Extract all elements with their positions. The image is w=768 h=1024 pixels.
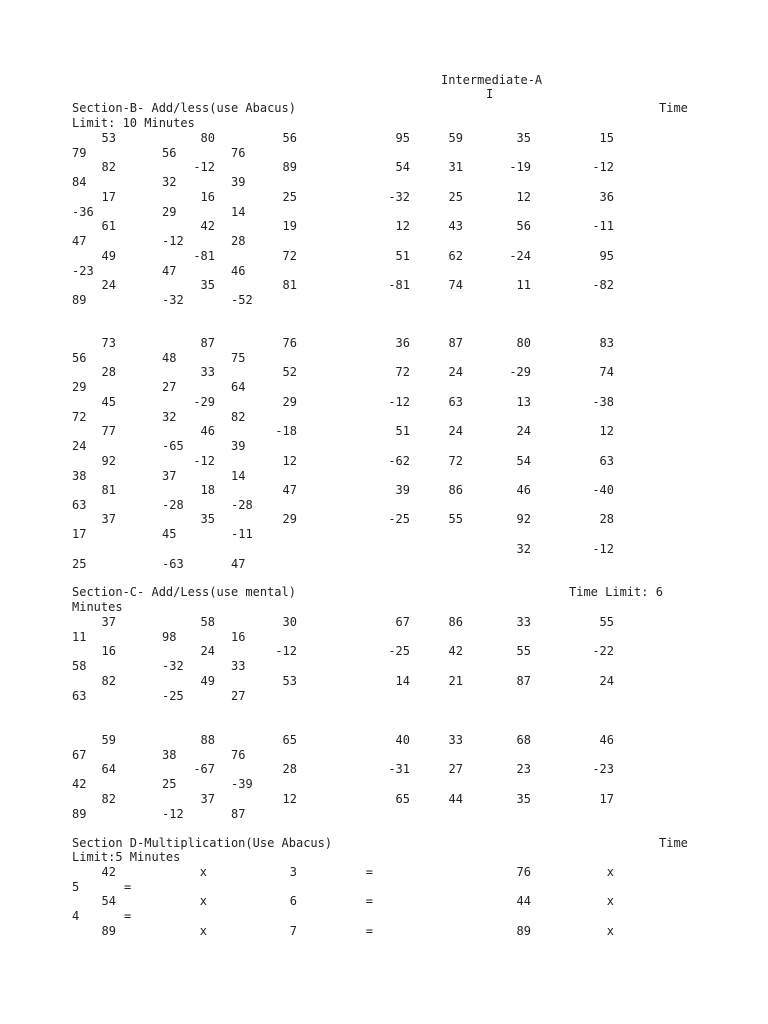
problem-number: -12	[275, 644, 297, 659]
problem-number: 72	[448, 453, 463, 468]
problem-number: 45	[101, 394, 116, 409]
problem-number: -12	[162, 806, 184, 821]
problem-number: -32	[388, 189, 410, 204]
problem-number: 68	[516, 733, 531, 747]
problem-number: 14	[231, 468, 246, 483]
problem-number: -12	[193, 160, 215, 175]
problem-number: -52	[231, 293, 253, 307]
problem-number: -32	[162, 659, 184, 674]
section-b-time-limit: Limit: 10 Minutes	[72, 116, 195, 130]
problem-number: 95	[599, 248, 614, 263]
problem-number: 29	[282, 512, 297, 527]
problem-number: 25	[72, 556, 87, 571]
problem-number: 37	[200, 791, 215, 806]
problem-number: 82	[231, 409, 246, 424]
section-b-time-label: Time	[659, 101, 688, 115]
problem-number: 42	[448, 644, 463, 659]
problem-number: 72	[395, 365, 410, 380]
times-sign: x	[199, 923, 207, 938]
problem-number: 12	[395, 219, 410, 234]
problem-number: 63	[72, 498, 87, 512]
problem-number: 39	[231, 175, 246, 190]
problem-number: 81	[101, 483, 116, 497]
problem-number: -19	[509, 160, 531, 175]
problem-number: -28	[162, 498, 184, 512]
section-c-time-limit: Minutes	[72, 600, 123, 614]
problem-number: 24	[72, 439, 87, 454]
multiplier: 4	[72, 909, 80, 924]
problem-number: 37	[101, 615, 116, 629]
problem-number: -23	[72, 263, 94, 278]
problem-number: 39	[231, 439, 246, 454]
problem-number: -82	[592, 278, 614, 292]
problem-number: 62	[448, 248, 463, 263]
equals-sign: =	[365, 865, 373, 879]
problem-number: -24	[509, 248, 531, 263]
problem-number: 24	[101, 278, 116, 292]
problem-number: 64	[231, 380, 246, 395]
multiplicand: 89	[516, 923, 531, 938]
problem-number: 42	[72, 777, 87, 792]
problem-number: 72	[72, 409, 87, 424]
section-b-heading: Section-B- Add/less(use Abacus)	[72, 101, 296, 115]
problem-number: 33	[200, 365, 215, 380]
problem-number: -67	[193, 762, 215, 777]
problem-number: 32	[162, 409, 177, 424]
problem-number: 40	[395, 733, 410, 747]
problem-number: 24	[448, 424, 463, 439]
problem-number: 63	[599, 453, 614, 468]
problem-number: 25	[282, 189, 297, 204]
problem-number: 17	[72, 527, 87, 542]
problem-number: 86	[448, 483, 463, 497]
problem-number: 80	[200, 131, 215, 145]
problem-number: 28	[101, 365, 116, 380]
problem-number: 32	[162, 175, 177, 190]
problem-number: 53	[101, 131, 116, 145]
problem-number: 27	[231, 688, 246, 703]
problem-number: 33	[231, 659, 246, 674]
problem-number: 59	[101, 733, 116, 747]
problem-number: 12	[599, 424, 614, 439]
problem-number: 27	[162, 380, 177, 395]
problem-number: 55	[448, 512, 463, 527]
problem-number: 74	[448, 278, 463, 292]
problem-number: 65	[395, 791, 410, 806]
problem-number: 39	[395, 483, 410, 497]
problem-number: 44	[448, 791, 463, 806]
problem-number: 24	[448, 365, 463, 380]
problem-number: 87	[231, 806, 246, 821]
times-sign: x	[606, 923, 614, 938]
problem-number: 51	[395, 248, 410, 263]
problem-number: 14	[395, 673, 410, 688]
problem-number: 15	[599, 131, 614, 145]
problem-number: 46	[599, 733, 614, 747]
problem-number: 54	[395, 160, 410, 175]
times-sign: x	[606, 894, 614, 909]
problem-number: 23	[516, 762, 531, 777]
problem-number: 13	[516, 394, 531, 409]
problem-number: 46	[516, 483, 531, 497]
problem-number: 11	[72, 630, 87, 644]
problem-number: 55	[516, 644, 531, 659]
problem-number: 35	[516, 791, 531, 806]
problem-number: -28	[231, 498, 253, 512]
problem-number: 37	[101, 512, 116, 527]
problem-number: 56	[282, 131, 297, 145]
problem-number: 75	[231, 351, 246, 365]
problem-number: 87	[516, 673, 531, 688]
problem-number: 36	[395, 336, 410, 350]
problem-number: -62	[388, 453, 410, 468]
problem-number: 54	[516, 453, 531, 468]
problem-number: 24	[516, 424, 531, 439]
section-c-heading: Section-C- Add/Less(use mental)	[72, 585, 296, 599]
problem-number: 58	[72, 659, 87, 674]
problem-number: 51	[395, 424, 410, 439]
problem-number: 74	[599, 365, 614, 380]
problem-number: 12	[282, 791, 297, 806]
problem-number: 58	[200, 615, 215, 629]
multiplier: 7	[289, 923, 297, 938]
problem-number: 28	[599, 512, 614, 527]
problem-number: 19	[282, 219, 297, 234]
problem-number: 77	[101, 424, 116, 439]
section-d-heading: Section D-Multiplication(Use Abacus)	[72, 836, 333, 850]
problem-number: 29	[162, 204, 177, 219]
equals-sign: =	[124, 880, 132, 894]
equals-sign: =	[365, 923, 373, 938]
problem-number: 59	[448, 131, 463, 145]
problem-number: 16	[231, 630, 246, 644]
problem-number: 17	[101, 189, 116, 204]
problem-number: -39	[231, 777, 253, 792]
problem-number: 72	[282, 248, 297, 263]
problem-number: -36	[72, 204, 94, 219]
problem-number: 84	[72, 175, 87, 190]
problem-number: -23	[592, 762, 614, 777]
problem-number: 81	[282, 278, 297, 292]
problem-number: 35	[200, 278, 215, 292]
problem-number: 87	[448, 336, 463, 350]
problem-number: 29	[72, 380, 87, 395]
problem-number: 65	[282, 733, 297, 747]
page-title: Intermediate-A	[441, 73, 543, 87]
multiplier: 6	[289, 894, 297, 909]
problem-number: 67	[395, 615, 410, 629]
problem-number: 83	[599, 336, 614, 350]
problem-number: 86	[448, 615, 463, 629]
problem-number: 33	[516, 615, 531, 629]
problem-number: -18	[275, 424, 297, 439]
problem-number: 35	[200, 512, 215, 527]
section-c-time-label: Time Limit: 6	[569, 585, 663, 599]
problem-number: 89	[72, 293, 87, 307]
problem-number: -12	[592, 541, 614, 556]
problem-number: -81	[193, 248, 215, 263]
problem-number: 47	[162, 263, 177, 278]
problem-number: 47	[72, 234, 87, 249]
problem-number: 63	[72, 688, 87, 703]
problem-number: 92	[516, 512, 531, 527]
problem-number: 16	[200, 189, 215, 204]
problem-number: 73	[101, 336, 116, 350]
problem-number: -25	[388, 512, 410, 527]
problem-number: 76	[282, 336, 297, 350]
times-sign: x	[606, 865, 614, 879]
problem-number: 55	[599, 615, 614, 629]
problem-number: -31	[388, 762, 410, 777]
problem-number: 24	[599, 673, 614, 688]
problem-number: -25	[162, 688, 184, 703]
problem-number: 46	[231, 263, 246, 278]
problem-number: 56	[162, 146, 177, 160]
problem-number: 27	[448, 762, 463, 777]
problem-number: 82	[101, 791, 116, 806]
problem-number: 25	[448, 189, 463, 204]
problem-number: -22	[592, 644, 614, 659]
problem-number: 76	[231, 748, 246, 762]
problem-number: 92	[101, 453, 116, 468]
problem-number: 37	[162, 468, 177, 483]
problem-number: 21	[448, 673, 463, 688]
problem-number: 16	[101, 644, 116, 659]
problem-number: 42	[200, 219, 215, 234]
problem-number: 98	[162, 630, 177, 644]
problem-number: 49	[101, 248, 116, 263]
problem-number: 11	[516, 278, 531, 292]
problem-number: 46	[200, 424, 215, 439]
problem-number: 31	[448, 160, 463, 175]
problem-number: 45	[162, 527, 177, 542]
problem-number: -32	[162, 293, 184, 307]
problem-number: 95	[395, 131, 410, 145]
problem-number: 89	[282, 160, 297, 175]
multiplicand: 76	[516, 865, 531, 879]
problem-number: 89	[72, 806, 87, 821]
problem-number: -29	[193, 394, 215, 409]
problem-number: 36	[599, 189, 614, 204]
problem-number: -29	[509, 365, 531, 380]
problem-number: 56	[516, 219, 531, 234]
multiplier: 5	[72, 880, 80, 894]
problem-number: 33	[448, 733, 463, 747]
problem-number: -25	[388, 644, 410, 659]
problem-number: -11	[592, 219, 614, 234]
problem-number: 25	[162, 777, 177, 792]
multiplicand: 44	[516, 894, 531, 909]
problem-number: 47	[231, 556, 246, 571]
problem-number: 12	[282, 453, 297, 468]
problem-number: 32	[516, 541, 531, 556]
problem-number: 61	[101, 219, 116, 234]
problem-number: 52	[282, 365, 297, 380]
problem-number: 38	[162, 748, 177, 762]
problem-number: 47	[282, 483, 297, 497]
section-d-time-label: Time	[659, 836, 688, 850]
problem-number: 80	[516, 336, 531, 350]
problem-number: -65	[162, 439, 184, 454]
problem-number: 14	[231, 204, 246, 219]
multiplicand: 54	[101, 894, 116, 909]
problem-number: 18	[200, 483, 215, 497]
problem-number: 82	[101, 673, 116, 688]
problem-number: -81	[388, 278, 410, 292]
problem-number: 29	[282, 394, 297, 409]
problem-number: -11	[231, 527, 253, 542]
problem-number: 56	[72, 351, 87, 365]
problem-number: 30	[282, 615, 297, 629]
problem-number: 12	[516, 189, 531, 204]
page-subtitle: I	[486, 87, 494, 101]
times-sign: x	[199, 894, 207, 909]
equals-sign: =	[365, 894, 373, 909]
problem-number: 38	[72, 468, 87, 483]
problem-number: -12	[162, 234, 184, 249]
problem-number: 87	[200, 336, 215, 350]
problem-number: -40	[592, 483, 614, 497]
multiplicand: 89	[101, 923, 116, 938]
problem-number: -38	[592, 394, 614, 409]
problem-number: 63	[448, 394, 463, 409]
problem-number: -63	[162, 556, 184, 571]
problem-number: 76	[231, 146, 246, 160]
problem-number: 48	[162, 351, 177, 365]
problem-number: -12	[193, 453, 215, 468]
problem-number: -12	[592, 160, 614, 175]
problem-number: 35	[516, 131, 531, 145]
problem-number: 79	[72, 146, 87, 160]
problem-number: 24	[200, 644, 215, 659]
multiplicand: 42	[101, 865, 116, 879]
problem-number: -12	[388, 394, 410, 409]
problem-number: 17	[599, 791, 614, 806]
equals-sign: =	[124, 909, 132, 924]
problem-number: 82	[101, 160, 116, 175]
problem-number: 28	[282, 762, 297, 777]
problem-number: 64	[101, 762, 116, 777]
problem-number: 88	[200, 733, 215, 747]
problem-number: 28	[231, 234, 246, 249]
multiplier: 3	[289, 865, 297, 879]
section-d-time-limit: Limit:5 Minutes	[72, 850, 181, 864]
problem-number: 43	[448, 219, 463, 234]
problem-number: 49	[200, 673, 215, 688]
times-sign: x	[199, 865, 207, 879]
problem-number: 53	[282, 673, 297, 688]
problem-number: 67	[72, 748, 87, 762]
